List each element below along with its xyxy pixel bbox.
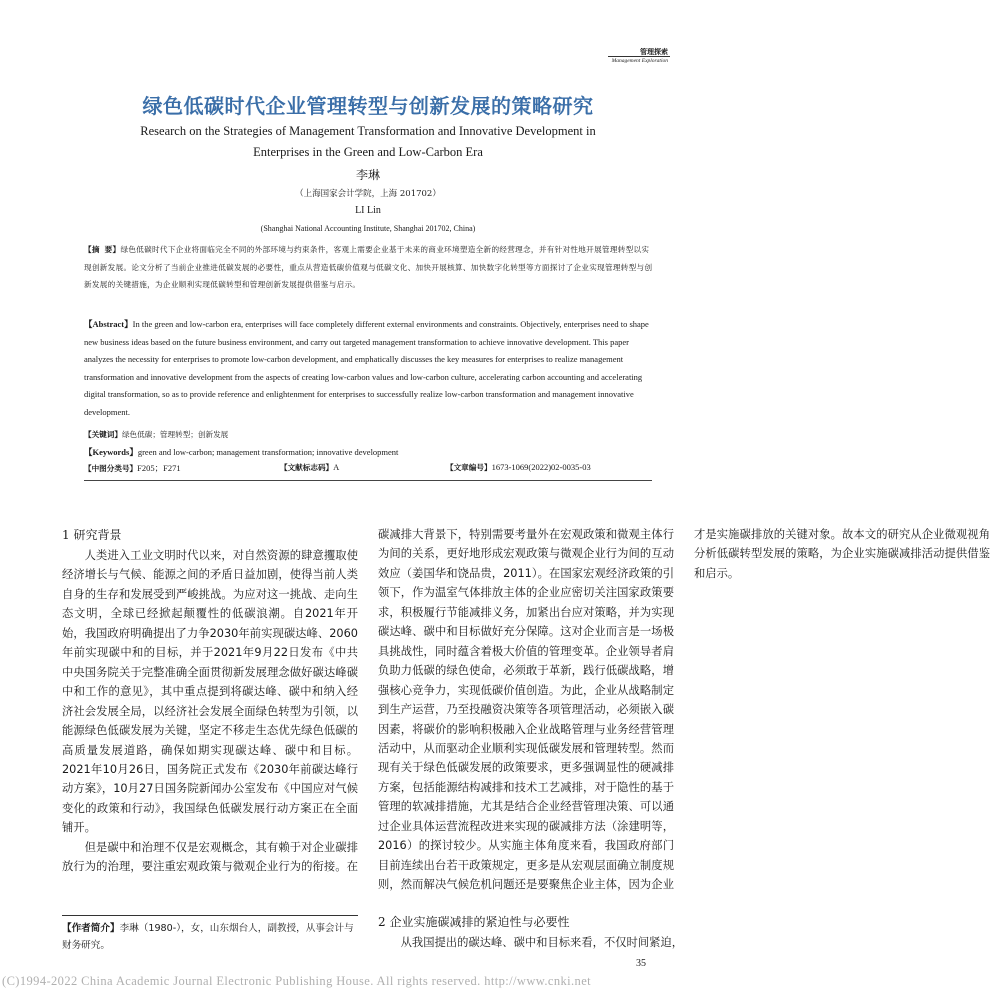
journal-column-en: Management Exploration xyxy=(611,58,668,64)
abstract-en xyxy=(84,316,656,421)
keywords-en xyxy=(84,444,656,462)
abstract-cn-text: 绿色低碳时代下企业将面临完全不同的外部环境与约束条件，客观上需要企业基于未来的商业环境塑造全新的经营理念，并有针对性地开展管理转型以实现创新发展。论文分析了当前企业推进低碳发展的必要性，重点从营造低碳价值观与低碳文化、加快开展核算、加快数字化转型等方面探讨了企业实现管理转型与创新发展的关键措施，为企业顺利实现低碳转型和管理创新发展提供借鉴与启示。 xyxy=(84,245,653,289)
abstract-cn xyxy=(84,241,656,294)
paper-title-cn: 绿色低碳时代企业管理转型与创新发展的策略研究 xyxy=(142,94,594,118)
body-columns xyxy=(62,525,990,895)
abstract-divider xyxy=(84,480,652,481)
clc-label: 【中图分类号】 xyxy=(84,464,138,473)
header-rule xyxy=(608,56,670,57)
footnote-text: 李琳（1980-），女，山东烟台人，副教授，从事会计与财务研究。 xyxy=(62,923,354,951)
section-2-title: 2 企业实施碳减排的紧迫性与必要性 xyxy=(378,915,570,929)
keywords-en-text: green and low-carbon; management transformation; innovative development xyxy=(137,447,399,457)
article-code xyxy=(446,462,591,473)
keywords-cn-text: 绿色低碳；管理转型；创新发展 xyxy=(121,430,229,439)
paper-title-en-line2: Enterprises in the Green and Low-Carbon Era xyxy=(253,145,483,159)
doc-value: A xyxy=(333,462,340,472)
author-bio-footnote xyxy=(62,920,358,954)
keywords-cn-label: 【关键词】 xyxy=(84,430,122,439)
keywords-cn xyxy=(84,426,656,444)
author-affiliation-en: (Shanghai National Accounting Institute, Shanghai 201702, China) xyxy=(260,224,476,233)
paper-title-en xyxy=(60,121,676,163)
abstract-en-label: 【Abstract】 xyxy=(84,319,133,329)
doc-label: 【文献标志码】 xyxy=(280,463,334,472)
body-paragraph-2: 但是碳中和治理不仅是宏观概念，其有赖于对企业碳排放行为的治理，要注重宏观政策与微观企业行为的衔接。在碳减排大背景下，特别需要考量外在宏观政策和微观主体行为间的关系，更好地形成宏观政策与微观企业行为间的互动效应（姜国华和饶品贵，2011）。在国家宏观经济政策的引领下，作为温室气体排放主体的企业应密切关注国家政策要求，积极履行节能减排义务，加紧出台应对策略，并为实现碳达峰、碳中和目标做好充分保障。这对企业而言是一场极具挑战性，同时蕴含着极大价值的管理变革。企业领导者肩负助力低碳的绿色使命，必须敢于革新，践行低碳战略，增强核心竞争力，实现低碳价值创造。为此，企业从战略制定到生产运营，乃至投融资决策等各项管理活动，必须嵌入碳因素，将碳价的影响积极融入企业战略管理与业务经营管理活动中，从而驱动企业顺利实现低碳发展和管理转型。然而现有关于绿色低碳发展的政策要求，更多强调显性的硬减排方案，包括能源结构减排和技术工艺减排，对于隐性的基于管理的软减排措施，尤其是结合企业经营管理决策、可以通过企业具体运营流程改进来实现的碳减排方法（涂建明等，2016）的探讨较少。从实施主体角度来看，我国政府部门目前连续出台若干政策规定，更多是从宏观层面确立制度规则，然而解决气候危机问题还是要聚焦企业主体，因为企业才是实施碳排放的关键对象。故本文的研究从企业微观视角分析低碳转型发展的策略，为企业实施碳减排活动提供借鉴和启示。 xyxy=(62,528,990,892)
article-value: 1673-1069(2022)02-0035-03 xyxy=(491,462,591,472)
footnote-label: 【作者简介】 xyxy=(62,923,120,934)
footnote-rule xyxy=(62,915,358,916)
doc-code xyxy=(280,462,339,473)
clc-code xyxy=(84,462,181,474)
section-1-title: 1 研究背景 xyxy=(62,528,122,542)
paper-title-en-line1: Research on the Strategies of Management Transformation and Innovative Development in xyxy=(140,124,596,138)
author-affiliation-cn: （上海国家会计学院，上海 201702） xyxy=(295,189,441,199)
author-name-en: LI Lin xyxy=(355,205,381,216)
body-paragraph-1: 人类进入工业文明时代以来，对自然资源的肆意攫取使经济增长与气候、能源之间的矛盾日益加剧，使得当前人类自身的生存和发展受到严峻挑战。为应对这一挑战、走向生态文明，全球已经掀起颠覆性的低碳浪潮。自2021年开始，我国政府明确提出了力争2030年前实现碳达峰、2060年前实现碳中和的目标，并于2021年9月22日发布《中共中央国务院关于完整准确全面贯彻新发展理念做好碳达峰碳中和工作的意见》，其中重点提到将碳达峰、碳中和纳入经济社会发展全局，以经济社会发展全面绿色转型为引领，以能源绿色低碳发展为关键，坚定不移走生态优先绿色低碳的高质量发展道路，确保如期实现碳达峰、碳中和目标。2021年10月26日，国务院正式发布《2030年前碳达峰行动方案》，10月27日国务院新闻办公室发布《中国应对气候变化的政策和行动》，我国绿色低碳发展行动方案正在全面铺开。 xyxy=(62,549,358,835)
author-name-cn: 李琳 xyxy=(355,168,380,182)
page-number: 35 xyxy=(636,958,646,969)
clc-value: F205；F271 xyxy=(137,463,181,473)
journal-column-cn: 管理探索 xyxy=(640,48,668,56)
abstract-en-text: In the green and low-carbon era, enterprises will face completely different external environments and constraints. Objectively, enterprises need to shape new business ideas based on the future business environment, and carry out targeted management transformation to achieve innovative development. This paper analyzes the necessity for enterprises to promote low-carbon development, and emphatically discusses the key measures for enterprises to realize management transformation and innovative development from the aspects of creating low-carbon values and low-carbon culture, accelerating carbon accounting and accelerating digital transformation, so as to provide reference and enlightenment for enterprises to successfully realize low-carbon transformation and management innovative development. xyxy=(84,319,649,417)
section-2-paragraph-start: 从我国提出的碳达峰、碳中和目标来看，不仅时间紧迫， xyxy=(400,936,684,949)
article-label: 【文章编号】 xyxy=(446,463,492,472)
copyright-watermark: (C)1994-2022 China Academic Journal Electronic Publishing House. All rights reserved. http://www.cnki.net xyxy=(2,974,592,988)
keywords-en-label: 【Keywords】 xyxy=(84,447,138,457)
abstract-cn-label: 【摘 要】 xyxy=(84,245,121,254)
